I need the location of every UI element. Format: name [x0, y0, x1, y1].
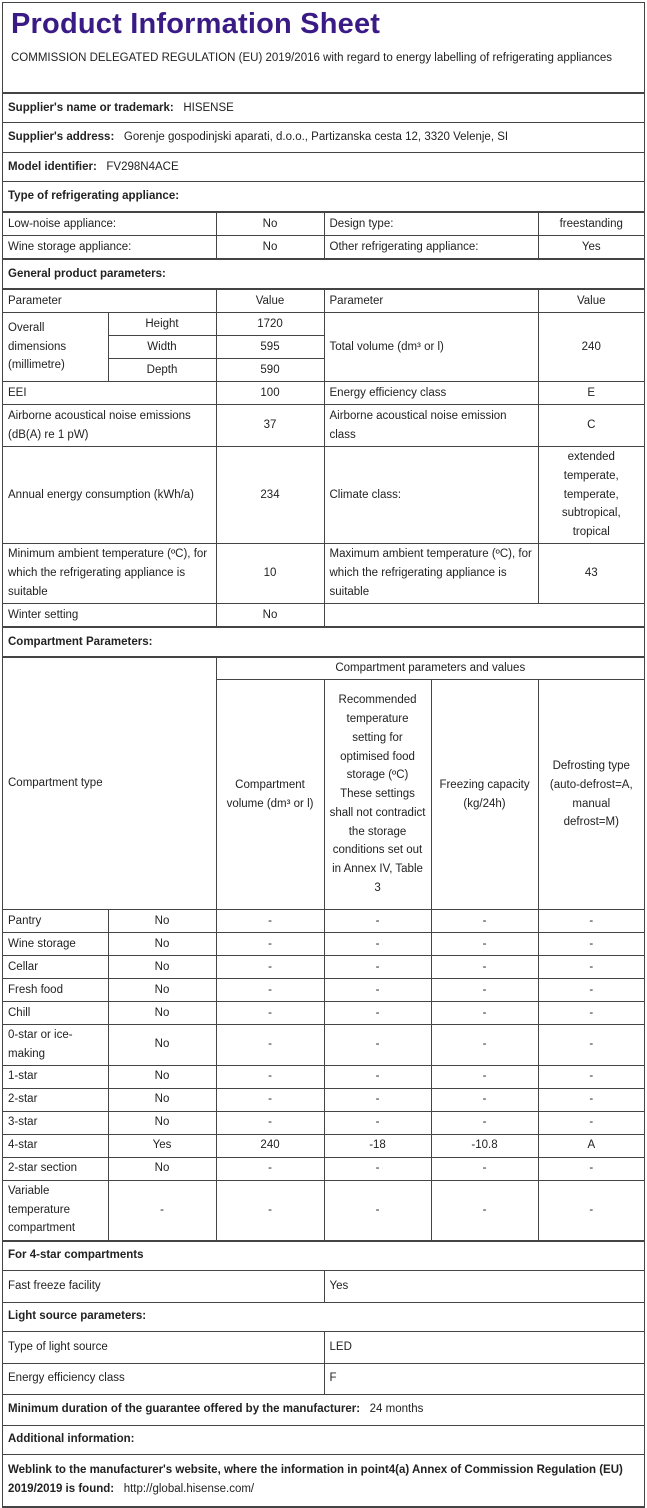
- eei-value: 100: [216, 382, 324, 405]
- compartment-freezing: -: [431, 1157, 538, 1180]
- compartment-freezing: -: [431, 1111, 538, 1134]
- max-temp-value: 43: [538, 544, 644, 604]
- compartment-defrost: -: [538, 1111, 644, 1134]
- compartment-present: No: [108, 1111, 216, 1134]
- annual-energy-value: 234: [216, 447, 324, 544]
- table-row: [3, 910, 644, 933]
- compartment-name: Pantry: [3, 910, 108, 933]
- design-type-label: Design type:: [324, 213, 538, 236]
- energy-class-value: E: [538, 382, 644, 405]
- compartment-volume: -: [216, 1088, 324, 1111]
- compartment-temperature: -: [324, 1180, 431, 1240]
- table-row: [3, 1111, 644, 1134]
- general-section-heading: General product parameters:: [3, 260, 644, 289]
- value-header-right: Value: [538, 290, 644, 313]
- compartment-name: 2-star section: [3, 1157, 108, 1180]
- fast-freeze-label: Fast freeze facility: [3, 1270, 324, 1302]
- table-row: [3, 1134, 644, 1157]
- light-class-value: F: [324, 1363, 644, 1394]
- compartment-present: No: [108, 910, 216, 933]
- general-heading-table: [3, 259, 644, 289]
- product-information-sheet: [2, 2, 645, 1508]
- compartment-name: 3-star: [3, 1111, 108, 1134]
- compartment-defrost: -: [538, 1088, 644, 1111]
- four-star-table: [3, 1241, 644, 1507]
- guarantee-label: Minimum duration of the guarantee offered by the manufacturer:: [8, 1403, 361, 1416]
- additional-section-heading: Additional information:: [3, 1425, 644, 1454]
- compartment-volume: -: [216, 1157, 324, 1180]
- depth-label: Depth: [108, 359, 216, 382]
- type-section-heading: Type of refrigerating appliance:: [3, 182, 644, 212]
- compartment-freezing: -: [431, 933, 538, 956]
- compartment-freezing: -: [431, 1025, 538, 1066]
- weblink-row: [3, 1454, 644, 1506]
- general-parameters-table: [3, 289, 644, 627]
- supplier-table: [3, 93, 644, 212]
- compartment-heading-table: [3, 627, 644, 657]
- depth-value: 590: [216, 359, 324, 382]
- supplier-name-value: HISENSE: [183, 101, 234, 114]
- compartment-temperature: -: [324, 1065, 431, 1088]
- compartment-freezing: -10.8: [431, 1134, 538, 1157]
- compartment-volume: -: [216, 979, 324, 1002]
- compartment-freezing: -: [431, 979, 538, 1002]
- light-section-heading: Light source parameters:: [3, 1302, 644, 1331]
- compartment-present: No: [108, 1002, 216, 1025]
- compartment-present: No: [108, 1065, 216, 1088]
- compartment-volume: -: [216, 1111, 324, 1134]
- supplier-address-row: [3, 123, 644, 153]
- compartment-volume: 240: [216, 1134, 324, 1157]
- compartment-present: No: [108, 1088, 216, 1111]
- compartment-present: No: [108, 979, 216, 1002]
- page-title: Product Information Sheet: [11, 8, 381, 40]
- height-value: 1720: [216, 313, 324, 336]
- model-identifier-label: Model identifier:: [8, 160, 97, 173]
- freezing-header: Freezing capacity (kg/24h): [431, 680, 538, 910]
- regulation-subtitle: COMMISSION DELEGATED REGULATION (EU) 2019/2016 with regard to energy labelling of refrigerating appliances: [11, 52, 613, 64]
- table-row: [3, 1088, 644, 1111]
- compartment-defrost: -: [538, 1002, 644, 1025]
- compartment-volume: -: [216, 933, 324, 956]
- compartment-group-header: Compartment parameters and values: [216, 658, 644, 680]
- empty-cell: [324, 604, 644, 627]
- compartment-volume: -: [216, 910, 324, 933]
- supplier-address-value: Gorenje gospodinjski aparati, d.o.o., Partizanska cesta 12, 3320 Velenje, SI: [123, 131, 509, 144]
- noise-class-value: C: [538, 405, 644, 447]
- supplier-address-label: Supplier's address:: [8, 131, 115, 144]
- compartment-temperature: -: [324, 910, 431, 933]
- compartment-temperature: -: [324, 1111, 431, 1134]
- table-row: [3, 956, 644, 979]
- overall-dimensions-label: Overall dimensions (millimetre): [3, 313, 108, 382]
- supplier-name-row: [3, 94, 644, 123]
- param-header: Parameter: [3, 290, 216, 313]
- guarantee-value: 24 months: [369, 1403, 424, 1416]
- compartment-temperature: -: [324, 1002, 431, 1025]
- energy-class-label: Energy efficiency class: [324, 382, 538, 405]
- eei-label: EEI: [3, 382, 216, 405]
- light-type-label: Type of light source: [3, 1331, 324, 1363]
- wine-storage-label: Wine storage appliance:: [3, 236, 216, 259]
- compartment-name: Cellar: [3, 956, 108, 979]
- total-volume-value: 240: [538, 313, 644, 382]
- table-row: [3, 1002, 644, 1025]
- compartment-freezing: -: [431, 910, 538, 933]
- compartment-temperature: -: [324, 979, 431, 1002]
- compartment-name: 2-star: [3, 1088, 108, 1111]
- compartment-defrost: A: [538, 1134, 644, 1157]
- compartment-present: -: [108, 1180, 216, 1240]
- type-row: [3, 213, 644, 236]
- compartment-present: No: [108, 1025, 216, 1066]
- compartment-volume: -: [216, 1180, 324, 1240]
- type-table: [3, 212, 644, 259]
- wine-storage-value: No: [216, 236, 324, 259]
- value-header: Value: [216, 290, 324, 313]
- annual-energy-label: Annual energy consumption (kWh/a): [3, 447, 216, 544]
- weblink-value[interactable]: http://global.hisense.com/: [123, 1483, 255, 1496]
- supplier-name-label: Supplier's name or trademark:: [8, 101, 174, 114]
- compartment-name: 0-star or ice-making: [3, 1025, 108, 1066]
- winter-setting-label: Winter setting: [3, 604, 216, 627]
- compartment-defrost: -: [538, 956, 644, 979]
- param-header-right: Parameter: [324, 290, 538, 313]
- temperature-header: Recommended temperature setting for optimised food storage (ºC) These settings shall not contradict the storage conditions set out in Annex IV, Table 3: [324, 680, 431, 910]
- table-row: [3, 933, 644, 956]
- compartment-present: No: [108, 933, 216, 956]
- four-star-section-heading: For 4-star compartments: [3, 1241, 644, 1270]
- climate-class-value: extended temperate, temperate, subtropical, tropical: [538, 447, 644, 544]
- compartment-temperature: -: [324, 956, 431, 979]
- width-value: 595: [216, 336, 324, 359]
- compartment-volume: -: [216, 1025, 324, 1066]
- height-label: Height: [108, 313, 216, 336]
- compartment-defrost: -: [538, 933, 644, 956]
- fast-freeze-value: Yes: [324, 1270, 644, 1302]
- compartment-defrost: -: [538, 1025, 644, 1066]
- other-appliance-label: Other refrigerating appliance:: [324, 236, 538, 259]
- guarantee-row: [3, 1394, 644, 1425]
- winter-setting-value: No: [216, 604, 324, 627]
- compartment-name: 4-star: [3, 1134, 108, 1157]
- total-volume-label: Total volume (dm³ or l): [324, 313, 538, 382]
- min-temp-label: Minimum ambient temperature (ºC), for which the refrigerating appliance is suitable: [3, 544, 216, 604]
- table-row: [3, 1180, 644, 1240]
- compartment-defrost: -: [538, 910, 644, 933]
- compartment-temperature: -: [324, 1157, 431, 1180]
- compartment-freezing: -: [431, 1002, 538, 1025]
- compartment-name: Fresh food: [3, 979, 108, 1002]
- climate-class-label: Climate class:: [324, 447, 538, 544]
- noise-class-label: Airborne acoustical noise emission class: [324, 405, 538, 447]
- table-row: [3, 1065, 644, 1088]
- compartment-volume: -: [216, 1065, 324, 1088]
- compartment-present: Yes: [108, 1134, 216, 1157]
- weblink-label: Weblink to the manufacturer's website, where the information in point4(a) Annex of Commission Regulation (EU) 2019/2019 is found:: [8, 1464, 623, 1496]
- noise-emissions-label: Airborne acoustical noise emissions (dB(A) re 1 pW): [3, 405, 216, 447]
- compartment-name: Variable temperature compartment: [3, 1180, 108, 1240]
- compartment-defrost: -: [538, 979, 644, 1002]
- compartment-freezing: -: [431, 1180, 538, 1240]
- model-identifier-row: [3, 153, 644, 182]
- min-temp-value: 10: [216, 544, 324, 604]
- compartment-defrost: -: [538, 1157, 644, 1180]
- other-appliance-value: Yes: [538, 236, 644, 259]
- compartment-present: No: [108, 1157, 216, 1180]
- light-type-value: LED: [324, 1331, 644, 1363]
- compartment-defrost: -: [538, 1065, 644, 1088]
- table-row: [3, 1157, 644, 1180]
- compartment-temperature: -: [324, 1088, 431, 1111]
- compartment-freezing: -: [431, 1088, 538, 1111]
- compartment-volume: -: [216, 1002, 324, 1025]
- noise-emissions-value: 37: [216, 405, 324, 447]
- max-temp-label: Maximum ambient temperature (ºC), for which the refrigerating appliance is suitable: [324, 544, 538, 604]
- title-block: [3, 3, 644, 93]
- design-type-value: freestanding: [538, 213, 644, 236]
- compartment-name: Wine storage: [3, 933, 108, 956]
- compartment-temperature: -: [324, 1025, 431, 1066]
- compartment-volume: -: [216, 956, 324, 979]
- light-class-label: Energy efficiency class: [3, 1363, 324, 1394]
- compartment-present: No: [108, 956, 216, 979]
- compartment-type-header: Compartment type: [3, 658, 216, 910]
- compartment-temperature: -18: [324, 1134, 431, 1157]
- table-row: [3, 979, 644, 1002]
- compartment-section-heading: Compartment Parameters:: [3, 628, 644, 657]
- width-label: Width: [108, 336, 216, 359]
- table-row: [3, 1025, 644, 1066]
- volume-header: Compartment volume (dm³ or l): [216, 680, 324, 910]
- model-identifier-value: FV298N4ACE: [106, 160, 179, 173]
- compartment-name: Chill: [3, 1002, 108, 1025]
- compartment-table: [3, 657, 644, 1241]
- compartment-freezing: -: [431, 956, 538, 979]
- low-noise-value: No: [216, 213, 324, 236]
- defrost-header: Defrosting type (auto-defrost=A, manual defrost=M): [538, 680, 644, 910]
- compartment-name: 1-star: [3, 1065, 108, 1088]
- low-noise-label: Low-noise appliance:: [3, 213, 216, 236]
- compartment-defrost: -: [538, 1180, 644, 1240]
- type-row: [3, 236, 644, 259]
- compartment-freezing: -: [431, 1065, 538, 1088]
- compartment-temperature: -: [324, 933, 431, 956]
